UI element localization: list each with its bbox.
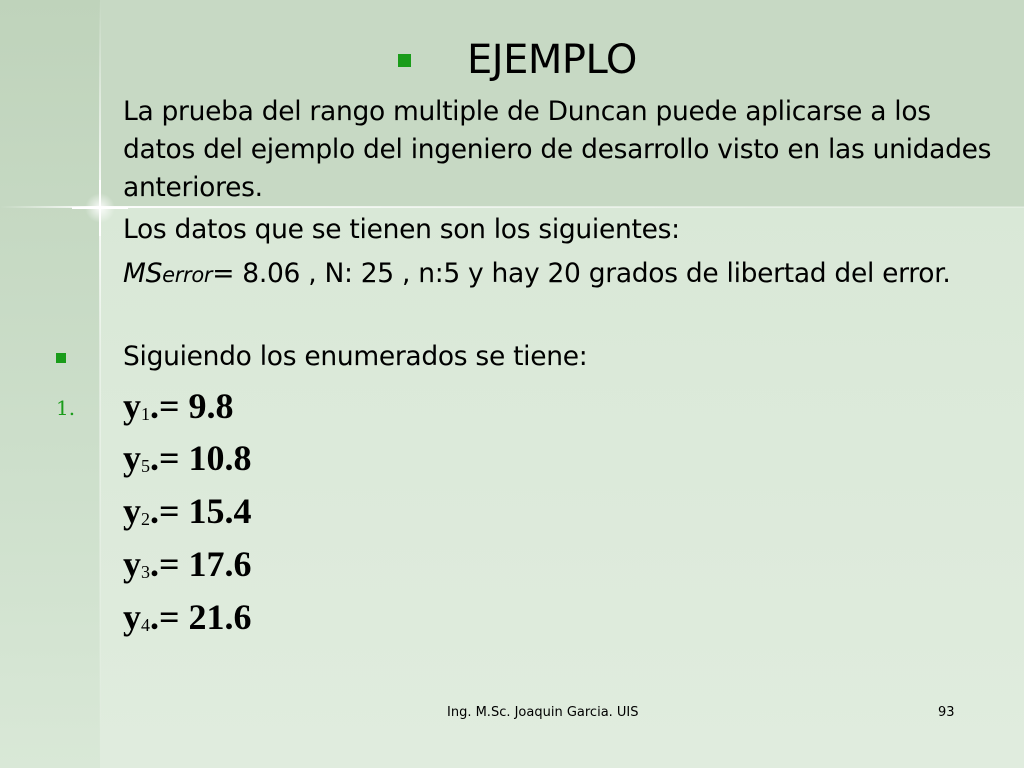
equation-sub: 1 [141, 404, 150, 424]
square-bullet-icon [56, 353, 66, 363]
equation-var: y [123, 386, 141, 426]
equation-y4 [123, 596, 252, 638]
equation-value: .= 17.6 [150, 544, 252, 584]
bullet-item [56, 338, 588, 378]
list-number: 1. [56, 396, 76, 420]
vertical-divider [99, 0, 101, 768]
square-bullet-icon [398, 54, 411, 67]
equation-y1 [123, 385, 234, 427]
equation-sub: 5 [141, 456, 150, 476]
footer-author: Ing. M.Sc. Joaquin Garcia. UIS [447, 705, 639, 720]
equation-var: y [123, 544, 141, 584]
ms-rest: = 8.06 , N: 25 , n:5 y hay 20 grados de libertad del error. [212, 258, 951, 289]
slide-title: EJEMPLO [467, 37, 637, 83]
left-panel-background [0, 0, 100, 768]
equation-value: .= 9.8 [150, 386, 234, 426]
equation-y3 [123, 543, 252, 585]
bullet-text: Siguiendo los enumerados se tiene: [123, 341, 588, 372]
ms-subscript: error [162, 263, 213, 287]
equation-var: y [123, 491, 141, 531]
equation-sub: 2 [141, 509, 150, 529]
page-number: 93 [938, 705, 955, 720]
intro-paragraph: La prueba del rango multiple de Duncan puede aplicarse a los datos del ejemplo del ingeniero de desarrollo visto en las unidades anteriores. [123, 96, 992, 203]
equation-var: y [123, 438, 141, 478]
ms-error-paragraph [123, 255, 1003, 294]
equation-sub: 3 [141, 562, 150, 582]
equation-value: .= 15.4 [150, 491, 252, 531]
equation-y2 [123, 490, 252, 532]
equation-var: y [123, 597, 141, 637]
equation-sub: 4 [141, 615, 150, 635]
ms-prefix: MS [123, 258, 163, 289]
equation-value: .= 21.6 [150, 597, 252, 637]
equation-y5 [123, 437, 252, 479]
title-row [398, 34, 637, 86]
equation-value: .= 10.8 [150, 438, 252, 478]
sparkle-icon [72, 180, 128, 236]
data-intro-paragraph: Los datos que se tienen son los siguientes: [123, 214, 680, 245]
